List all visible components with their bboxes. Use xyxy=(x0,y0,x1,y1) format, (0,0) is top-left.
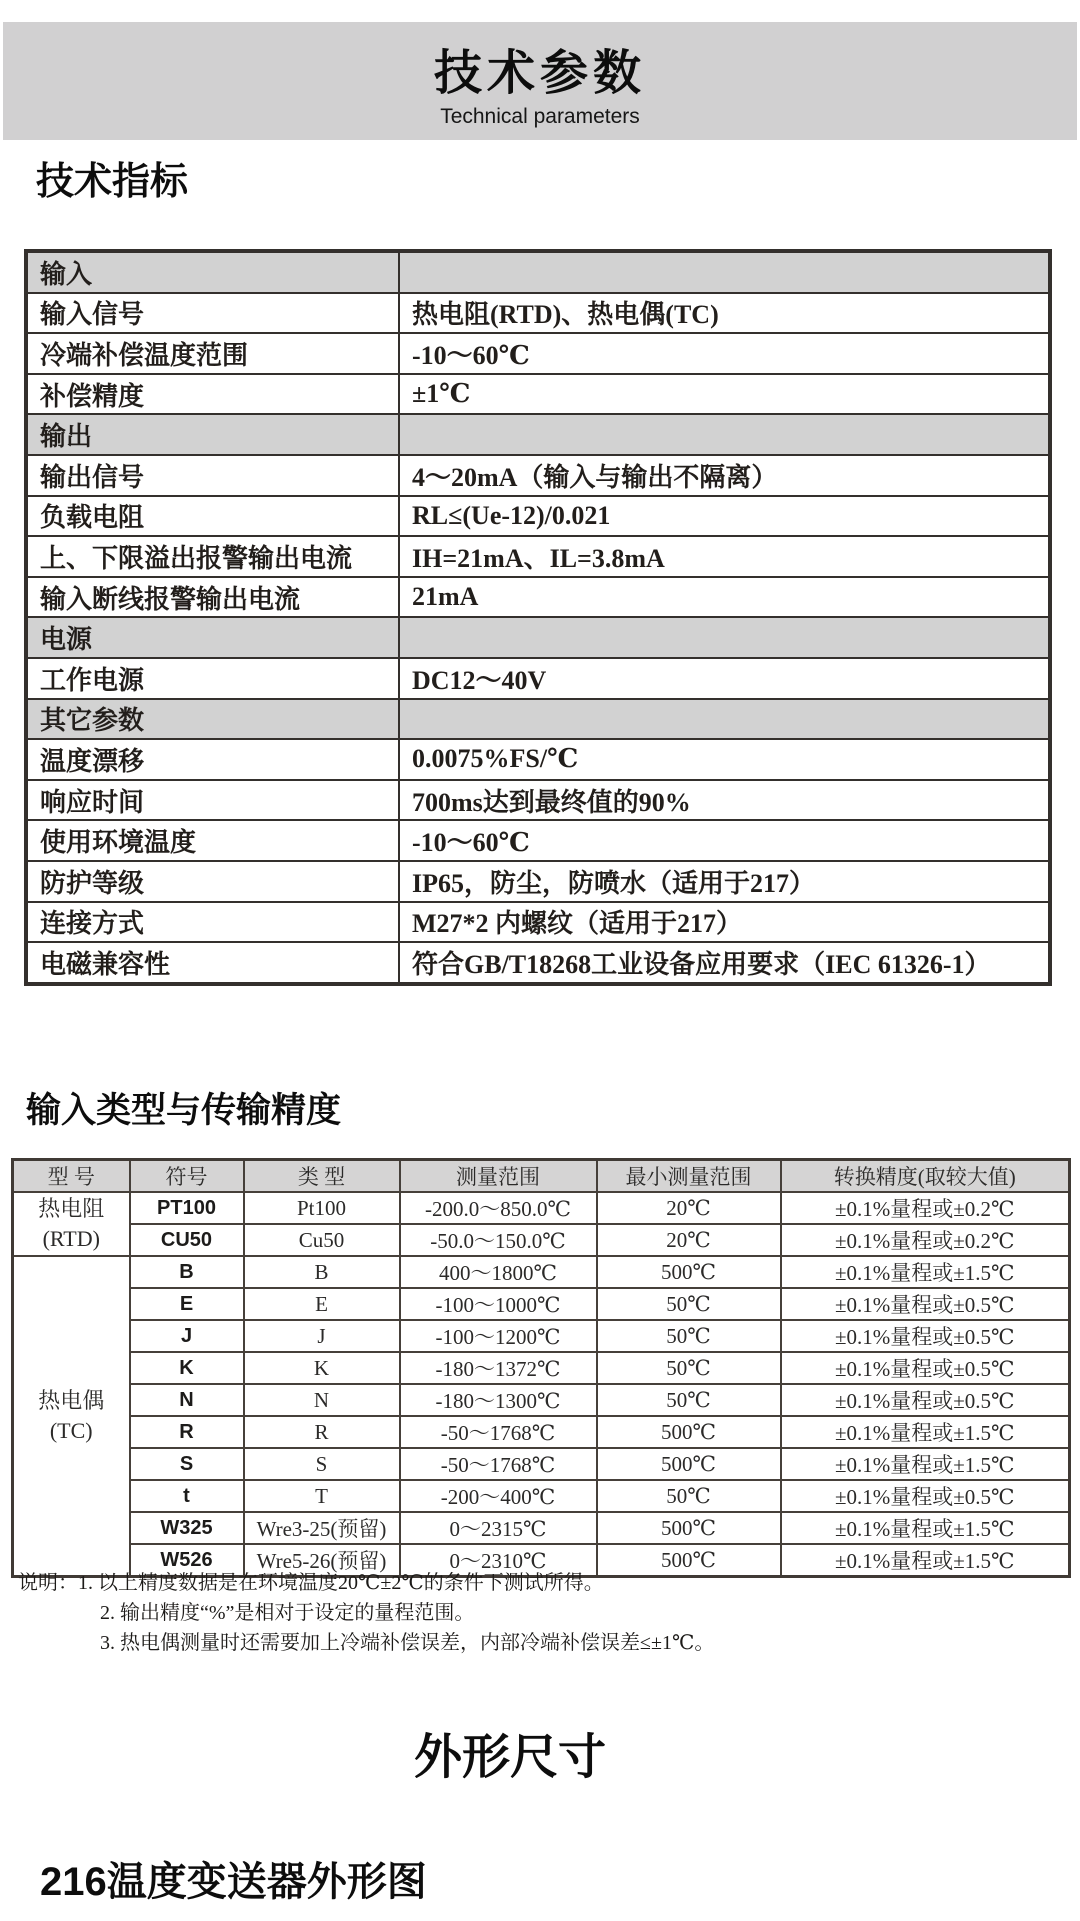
cell-accuracy: ±0.1%量程或±0.5℃ xyxy=(781,1384,1070,1416)
cell-accuracy: ±0.1%量程或±1.5℃ xyxy=(781,1544,1070,1577)
col-header-model: 型 号 xyxy=(13,1160,130,1193)
cell-symbol: W526 xyxy=(130,1544,244,1577)
spec-label: 补偿精度 xyxy=(26,374,399,415)
table-row xyxy=(26,251,1050,293)
cell-accuracy: ±0.1%量程或±0.5℃ xyxy=(781,1320,1070,1352)
cell-range: -200.0～850.0℃ xyxy=(400,1192,597,1224)
notes-prefix: 说明： xyxy=(18,1572,78,1594)
note-text: 1. 以上精度数据是在环境温度20℃±2℃的条件下测试所得。 xyxy=(78,1572,604,1594)
model-group-tc xyxy=(13,1256,130,1577)
cell-type: Wre3-25(预留) xyxy=(244,1512,400,1544)
cell-accuracy: ±0.1%量程或±0.5℃ xyxy=(781,1480,1070,1512)
spec-value: IP65，防尘，防喷水（适用于217） xyxy=(399,861,1050,902)
cell-symbol: PT100 xyxy=(130,1192,244,1224)
col-header-type: 类 型 xyxy=(244,1160,400,1193)
spec-table xyxy=(24,249,1052,986)
cell-min-range: 500℃ xyxy=(597,1448,781,1480)
cell-symbol: B xyxy=(130,1256,244,1288)
table-row xyxy=(13,1448,1070,1480)
table-row xyxy=(13,1224,1070,1256)
table-row xyxy=(26,374,1050,415)
spec-value: 符合GB/T18268工业设备应用要求（IEC 61326-1） xyxy=(399,942,1050,984)
cell-symbol: S xyxy=(130,1448,244,1480)
cell-accuracy: ±0.1%量程或±1.5℃ xyxy=(781,1256,1070,1288)
cell-symbol: N xyxy=(130,1384,244,1416)
cell-type: E xyxy=(244,1288,400,1320)
table-row xyxy=(26,333,1050,374)
cell-type: K xyxy=(244,1352,400,1384)
cell-min-range: 50℃ xyxy=(597,1480,781,1512)
spec-label: 输出信号 xyxy=(26,455,399,496)
spec-value: ±1℃ xyxy=(399,374,1050,415)
col-header-symbol: 符号 xyxy=(130,1160,244,1193)
cell-range: -50.0～150.0℃ xyxy=(400,1224,597,1256)
spec-section-label: 电源 xyxy=(26,617,399,658)
spec-label: 温度漂移 xyxy=(26,739,399,780)
table-row xyxy=(26,293,1050,334)
table-row xyxy=(26,617,1050,658)
model-group-rtd xyxy=(13,1192,130,1256)
table-row xyxy=(26,942,1050,984)
cell-type: J xyxy=(244,1320,400,1352)
spec-value: RL≤(Ue-12)/0.021 xyxy=(399,496,1050,537)
cell-min-range: 50℃ xyxy=(597,1352,781,1384)
cell-range: 400～1800℃ xyxy=(400,1256,597,1288)
cell-range: -50～1768℃ xyxy=(400,1416,597,1448)
spec-label: 使用环境温度 xyxy=(26,820,399,861)
notes-block xyxy=(18,1568,1058,1658)
input-type-table xyxy=(11,1158,1071,1578)
cell-min-range: 50℃ xyxy=(597,1288,781,1320)
cell-type: Pt100 xyxy=(244,1192,400,1224)
spec-label: 输入断线报警输出电流 xyxy=(26,577,399,618)
spec-label: 响应时间 xyxy=(26,780,399,821)
cell-type: R xyxy=(244,1416,400,1448)
model-sublabel: (RTD) xyxy=(42,1226,100,1251)
spec-value: -10～60℃ xyxy=(399,820,1050,861)
cell-type: N xyxy=(244,1384,400,1416)
cell-accuracy: ±0.1%量程或±0.5℃ xyxy=(781,1352,1070,1384)
spec-label: 上、下限溢出报警输出电流 xyxy=(26,536,399,577)
table-row xyxy=(26,739,1050,780)
cell-min-range: 500℃ xyxy=(597,1416,781,1448)
cell-accuracy: ±0.1%量程或±0.5℃ xyxy=(781,1288,1070,1320)
cell-symbol: t xyxy=(130,1480,244,1512)
table-row xyxy=(26,902,1050,943)
table-row xyxy=(13,1288,1070,1320)
cell-accuracy: ±0.1%量程或±0.2℃ xyxy=(781,1192,1070,1224)
table-row xyxy=(13,1416,1070,1448)
cell-range: -100～1000℃ xyxy=(400,1288,597,1320)
cell-type: Wre5-26(预留) xyxy=(244,1544,400,1577)
note-line-3: 3. 热电偶测量时还需要加上冷端补偿误差，内部冷端补偿误差≤±1℃。 xyxy=(100,1632,715,1654)
cell-type: T xyxy=(244,1480,400,1512)
spec-value: IH=21mA、IL=3.8mA xyxy=(399,536,1050,577)
page-banner xyxy=(3,22,1077,140)
table-row xyxy=(26,780,1050,821)
spec-value: 热电阻(RTD)、热电偶(TC) xyxy=(399,293,1050,334)
cell-min-range: 500℃ xyxy=(597,1512,781,1544)
spec-label: 冷端补偿温度范围 xyxy=(26,333,399,374)
table-row xyxy=(26,455,1050,496)
cell-min-range: 500℃ xyxy=(597,1544,781,1577)
table-row xyxy=(13,1320,1070,1352)
col-header-range: 测量范围 xyxy=(400,1160,597,1193)
table-row xyxy=(13,1352,1070,1384)
cell-range: 0～2310℃ xyxy=(400,1544,597,1577)
input-section-heading: 输入类型与传输精度 xyxy=(26,1091,342,1130)
cell-range: -50～1768℃ xyxy=(400,1448,597,1480)
cell-type: B xyxy=(244,1256,400,1288)
spec-value xyxy=(399,617,1050,658)
note-line-1 xyxy=(18,1568,1058,1598)
cell-min-range: 20℃ xyxy=(597,1192,781,1224)
cell-min-range: 20℃ xyxy=(597,1224,781,1256)
outline-drawing-heading: 216温度变送器外形图 xyxy=(40,1860,427,1904)
model-sublabel: (TC) xyxy=(49,1418,93,1443)
spec-value: 4～20mA（输入与输出不隔离） xyxy=(399,455,1050,496)
cell-symbol: R xyxy=(130,1416,244,1448)
model-label: 热电阻 xyxy=(38,1196,105,1221)
col-header-accuracy: 转换精度(取较大值) xyxy=(781,1160,1070,1193)
spec-value xyxy=(399,414,1050,455)
table-header-row xyxy=(13,1160,1070,1193)
cell-range: -180～1300℃ xyxy=(400,1384,597,1416)
table-row xyxy=(26,658,1050,699)
spec-value: -10～60℃ xyxy=(399,333,1050,374)
spec-label: 连接方式 xyxy=(26,902,399,943)
cell-accuracy: ±0.1%量程或±1.5℃ xyxy=(781,1448,1070,1480)
page-subtitle: Technical parameters xyxy=(440,105,640,128)
table-row xyxy=(26,861,1050,902)
table-row xyxy=(13,1512,1070,1544)
cell-symbol: K xyxy=(130,1352,244,1384)
table-row xyxy=(26,496,1050,537)
cell-range: -180～1372℃ xyxy=(400,1352,597,1384)
spec-section-label: 输入 xyxy=(26,251,399,293)
cell-range: -100～1200℃ xyxy=(400,1320,597,1352)
table-row xyxy=(26,699,1050,740)
spec-value: 0.0075%FS/℃ xyxy=(399,739,1050,780)
table-row xyxy=(13,1384,1070,1416)
spec-value: 21mA xyxy=(399,577,1050,618)
cell-min-range: 50℃ xyxy=(597,1384,781,1416)
table-row xyxy=(26,414,1050,455)
dimensions-heading: 外形尺寸 xyxy=(413,1731,606,1784)
model-label: 热电偶 xyxy=(38,1388,105,1413)
table-row xyxy=(26,536,1050,577)
cell-type: S xyxy=(244,1448,400,1480)
spec-value xyxy=(399,699,1050,740)
spec-section-heading: 技术指标 xyxy=(36,161,189,203)
cell-min-range: 500℃ xyxy=(597,1256,781,1288)
spec-section-label: 输出 xyxy=(26,414,399,455)
cell-accuracy: ±0.1%量程或±1.5℃ xyxy=(781,1416,1070,1448)
cell-accuracy: ±0.1%量程或±1.5℃ xyxy=(781,1512,1070,1544)
spec-value xyxy=(399,251,1050,293)
table-row xyxy=(13,1480,1070,1512)
col-header-min-range: 最小测量范围 xyxy=(597,1160,781,1193)
note-line-2: 2. 输出精度“%”是相对于设定的量程范围。 xyxy=(100,1602,475,1624)
spec-label: 负载电阻 xyxy=(26,496,399,537)
cell-symbol: W325 xyxy=(130,1512,244,1544)
cell-symbol: CU50 xyxy=(130,1224,244,1256)
spec-label: 防护等级 xyxy=(26,861,399,902)
cell-symbol: J xyxy=(130,1320,244,1352)
table-row xyxy=(26,577,1050,618)
spec-value: 700ms达到最终值的90% xyxy=(399,780,1050,821)
table-row xyxy=(26,820,1050,861)
spec-section-label: 其它参数 xyxy=(26,699,399,740)
table-row xyxy=(13,1256,1070,1288)
page-title: 技术参数 xyxy=(433,47,646,100)
cell-range: 0～2315℃ xyxy=(400,1512,597,1544)
cell-accuracy: ±0.1%量程或±0.2℃ xyxy=(781,1224,1070,1256)
spec-label: 工作电源 xyxy=(26,658,399,699)
spec-label: 电磁兼容性 xyxy=(26,942,399,984)
spec-label: 输入信号 xyxy=(26,293,399,334)
spec-value: M27*2 内螺纹（适用于217） xyxy=(399,902,1050,943)
cell-type: Cu50 xyxy=(244,1224,400,1256)
table-row xyxy=(13,1192,1070,1224)
cell-symbol: E xyxy=(130,1288,244,1320)
spec-value: DC12～40V xyxy=(399,658,1050,699)
cell-range: -200～400℃ xyxy=(400,1480,597,1512)
cell-min-range: 50℃ xyxy=(597,1320,781,1352)
